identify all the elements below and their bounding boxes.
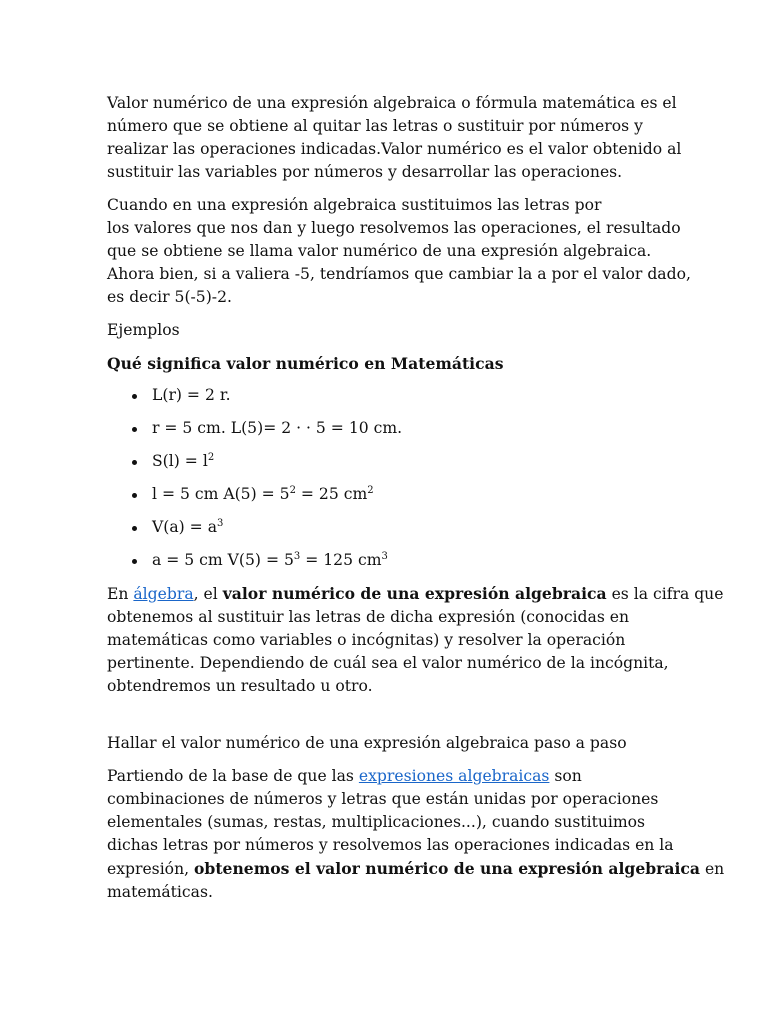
text-line: Cuando en una expresión algebraica sustituimos las letras por xyxy=(107,196,602,214)
text-line xyxy=(107,857,725,881)
example-text: l = 5 cm A(5) = 5 xyxy=(152,485,290,503)
example-text: V(a) = a xyxy=(152,518,218,536)
text-fragment: expresión, xyxy=(107,860,195,878)
text-line: obtendremos un resultado u otro. xyxy=(107,677,373,695)
text-fragment: es la cifra que xyxy=(606,585,724,603)
example-text: L(r) = 2 r. xyxy=(152,386,231,404)
example-text: = 125 cm xyxy=(300,551,382,569)
text-line: Ahora bien, si a valiera -5, tendríamos que cambiar la a por el valor dado, xyxy=(107,265,691,283)
example-text: = 25 cm xyxy=(295,485,368,503)
definition-paragraph xyxy=(107,582,724,698)
text-line: combinaciones de números y letras que están unidas por operaciones xyxy=(107,790,659,808)
list-item xyxy=(152,450,662,473)
text-fragment: Partiendo de la base de que las xyxy=(107,767,359,785)
text-line: realizar las operaciones indicadas.Valor numérico es el valor obtenido al xyxy=(107,140,682,158)
text-line: pertinente. Dependiendo de cuál sea el valor numérico de la incógnita, xyxy=(107,654,669,672)
expresiones-algebraicas-link[interactable]: expresiones algebraicas xyxy=(358,767,550,785)
list-item xyxy=(152,483,662,506)
example-text: a = 5 cm V(5) = 5 xyxy=(152,551,294,569)
superscript: 2 xyxy=(367,485,374,496)
text-line: que se obtiene se llama valor numérico de una expresión algebraica. xyxy=(107,242,652,260)
text-line: obtenemos al sustituir las letras de dicha expresión (conocidas en xyxy=(107,608,630,626)
text-line: matemáticas como variables o incógnitas) y resolver la operación xyxy=(107,631,626,649)
text-fragment: son xyxy=(549,767,582,785)
superscript: 3 xyxy=(217,518,224,529)
text-line xyxy=(107,582,724,606)
list-item xyxy=(152,417,662,440)
text-line: es decir 5(-5)-2. xyxy=(107,288,232,306)
text-line: sustituir las variables por números y desarrollar las operaciones. xyxy=(107,163,623,181)
list-item xyxy=(152,384,662,407)
superscript: 2 xyxy=(289,485,296,496)
text-fragment: en xyxy=(699,860,725,878)
text-line: matemáticas. xyxy=(107,883,213,901)
substitution-paragraph xyxy=(107,194,691,309)
closing-paragraph xyxy=(107,765,725,904)
bold-text: valor numérico de una expresión algebraica xyxy=(222,584,607,603)
algebra-link[interactable]: álgebra xyxy=(133,585,194,603)
bold-text: obtenemos el valor numérico de una expresión algebraica xyxy=(194,859,700,878)
superscript: 3 xyxy=(381,551,388,562)
step-by-step-title: Hallar el valor numérico de una expresión algebraica paso a paso xyxy=(107,734,627,752)
example-text: r = 5 cm. L(5)= 2 · · 5 = 10 cm. xyxy=(152,419,403,437)
superscript: 2 xyxy=(207,452,215,463)
text-line: elementales (sumas, restas, multiplicaciones...), cuando sustituimos xyxy=(107,813,646,831)
intro-paragraph xyxy=(107,92,682,184)
superscript: 3 xyxy=(293,551,301,562)
section-heading: Qué significa valor numérico en Matemáticas xyxy=(107,354,504,373)
examples-list xyxy=(107,384,662,572)
text-line: Valor numérico de una expresión algebraica o fórmula matemática es el xyxy=(107,94,677,112)
text-line: los valores que nos dan y luego resolvemos las operaciones, el resultado xyxy=(107,219,681,237)
list-item xyxy=(152,549,662,572)
text-line: dichas letras por números y resolvemos las operaciones indicadas en la xyxy=(107,836,674,854)
example-text: S(l) = l xyxy=(152,452,208,470)
examples-label: Ejemplos xyxy=(107,321,180,339)
text-fragment: , el xyxy=(193,585,223,603)
list-item xyxy=(152,516,662,539)
text-fragment: En xyxy=(107,585,134,603)
text-line xyxy=(107,765,662,788)
text-line: número que se obtiene al quitar las letras o sustituir por números y xyxy=(107,117,643,135)
